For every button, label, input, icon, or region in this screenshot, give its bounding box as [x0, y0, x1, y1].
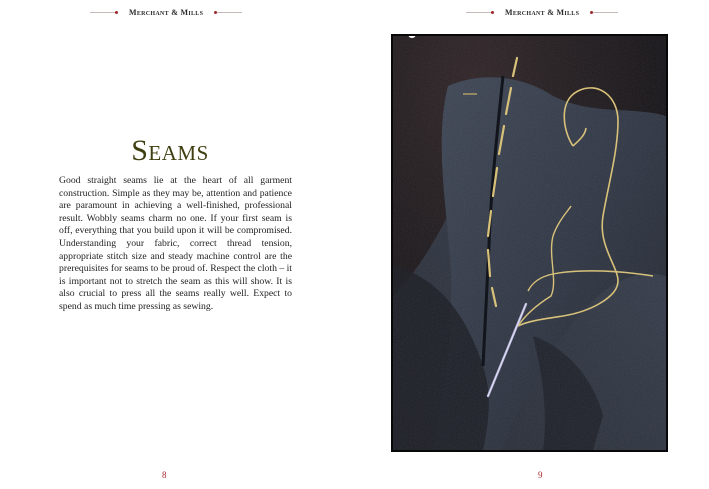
running-head [466, 6, 618, 18]
page-number: 8 [162, 470, 167, 480]
running-head-text: Merchant & Mills [129, 7, 204, 17]
ornament-rule-right [591, 12, 618, 13]
right-page [354, 0, 709, 489]
ornament-rule-right [215, 12, 242, 13]
page-number: 9 [538, 470, 543, 480]
left-page [0, 0, 354, 489]
chapter-title: Seams [131, 134, 209, 168]
seam-photograph [391, 34, 668, 452]
ornament-rule-left [90, 12, 117, 13]
needle-thread-fabric-image [393, 36, 666, 450]
body-paragraph: Good straight seams lie at the heart of all garment construction. Simple as they may be, attention and patience are paramount in achieving a well-finished, professional result. Wobbly seams charm no one. If your first seam is off, everything that you build upon it will be compromised. Understanding your fabric, correct thread tension, appropriate stitch size and steady machine control are the prerequisites for seams to be proud of. Respect the cloth – it is important not to stretch the seam as this will show. It is also crucial to press all the seams really well. Expect to spend as much time pressing as sewing. [59, 175, 292, 312]
running-head [90, 6, 242, 18]
running-head-text: Merchant & Mills [505, 7, 580, 17]
ornament-rule-left [466, 12, 493, 13]
